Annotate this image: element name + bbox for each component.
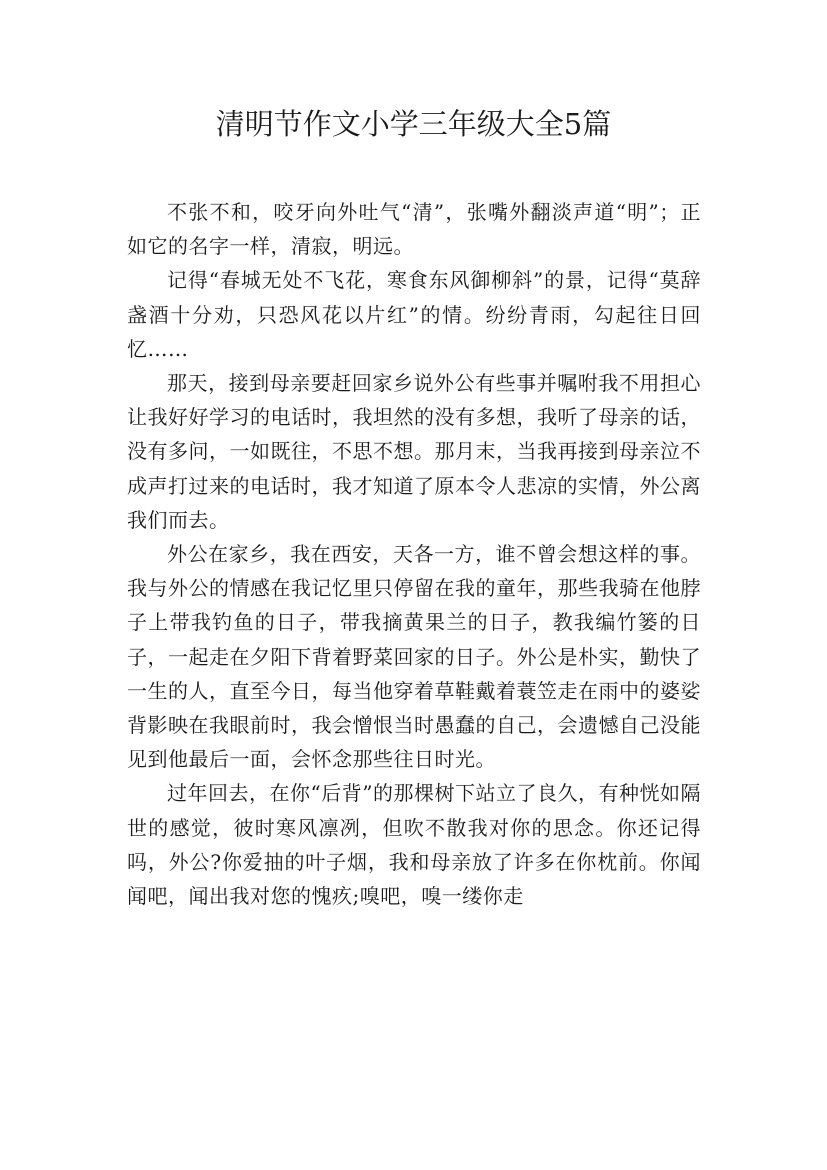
paragraph: 记得“春城无处不飞花，寒食东风御柳斜”的景，记得“莫辞盏酒十分劝，只恐风花以片红”的情。纷纷青雨，勾起往日回忆…… [127, 268, 701, 361]
paragraph: 那天，接到母亲要赶回家乡说外公有些事并嘱咐我不用担心让我好好学习的电话时，我坦然的没有多想，我听了母亲的话，没有多问，一如既往，不思不想。那月末，当我再接到母亲泣不成声打过来的电话时，我才知道了原本令人悲凉的实情，外公离我们而去。 [127, 371, 701, 532]
paragraph: 过年回去，在你“后背”的那棵树下站立了良久，有种恍如隔世的感觉，彼时寒风凛冽，但吹不散我对你的思念。你还记得吗，外公?你爱抽的叶子烟，我和母亲放了许多在你枕前。你闻闻吧，闻出我对您的愧疚;嗅吧，嗅一缕你走 [127, 781, 701, 909]
document-body [127, 195, 701, 913]
paragraph: 不张不和，咬牙向外吐气“清”，张嘴外翻淡声道“明”；正如它的名字一样，清寂，明远。 [127, 200, 701, 259]
paragraph: 外公在家乡，我在西安，天各一方，谁不曾会想这样的事。我与外公的情感在我记忆里只停留在我的童年，那些我骑在他脖子上带我钓鱼的日子，带我摘黄果兰的日子，教我编竹篓的日子，一起走在夕阳下背着野菜回家的日子。外公是朴实，勤快了一生的人，直至今日，每当他穿着草鞋戴着蓑笠走在雨中的婆娑背影映在我眼前时，我会憎恨当时愚蠢的自己，会遗憾自己没能见到他最后一面，会怀念那些往日时光。 [127, 542, 701, 772]
document-title: 清明节作文小学三年级大全5篇 [215, 107, 612, 141]
